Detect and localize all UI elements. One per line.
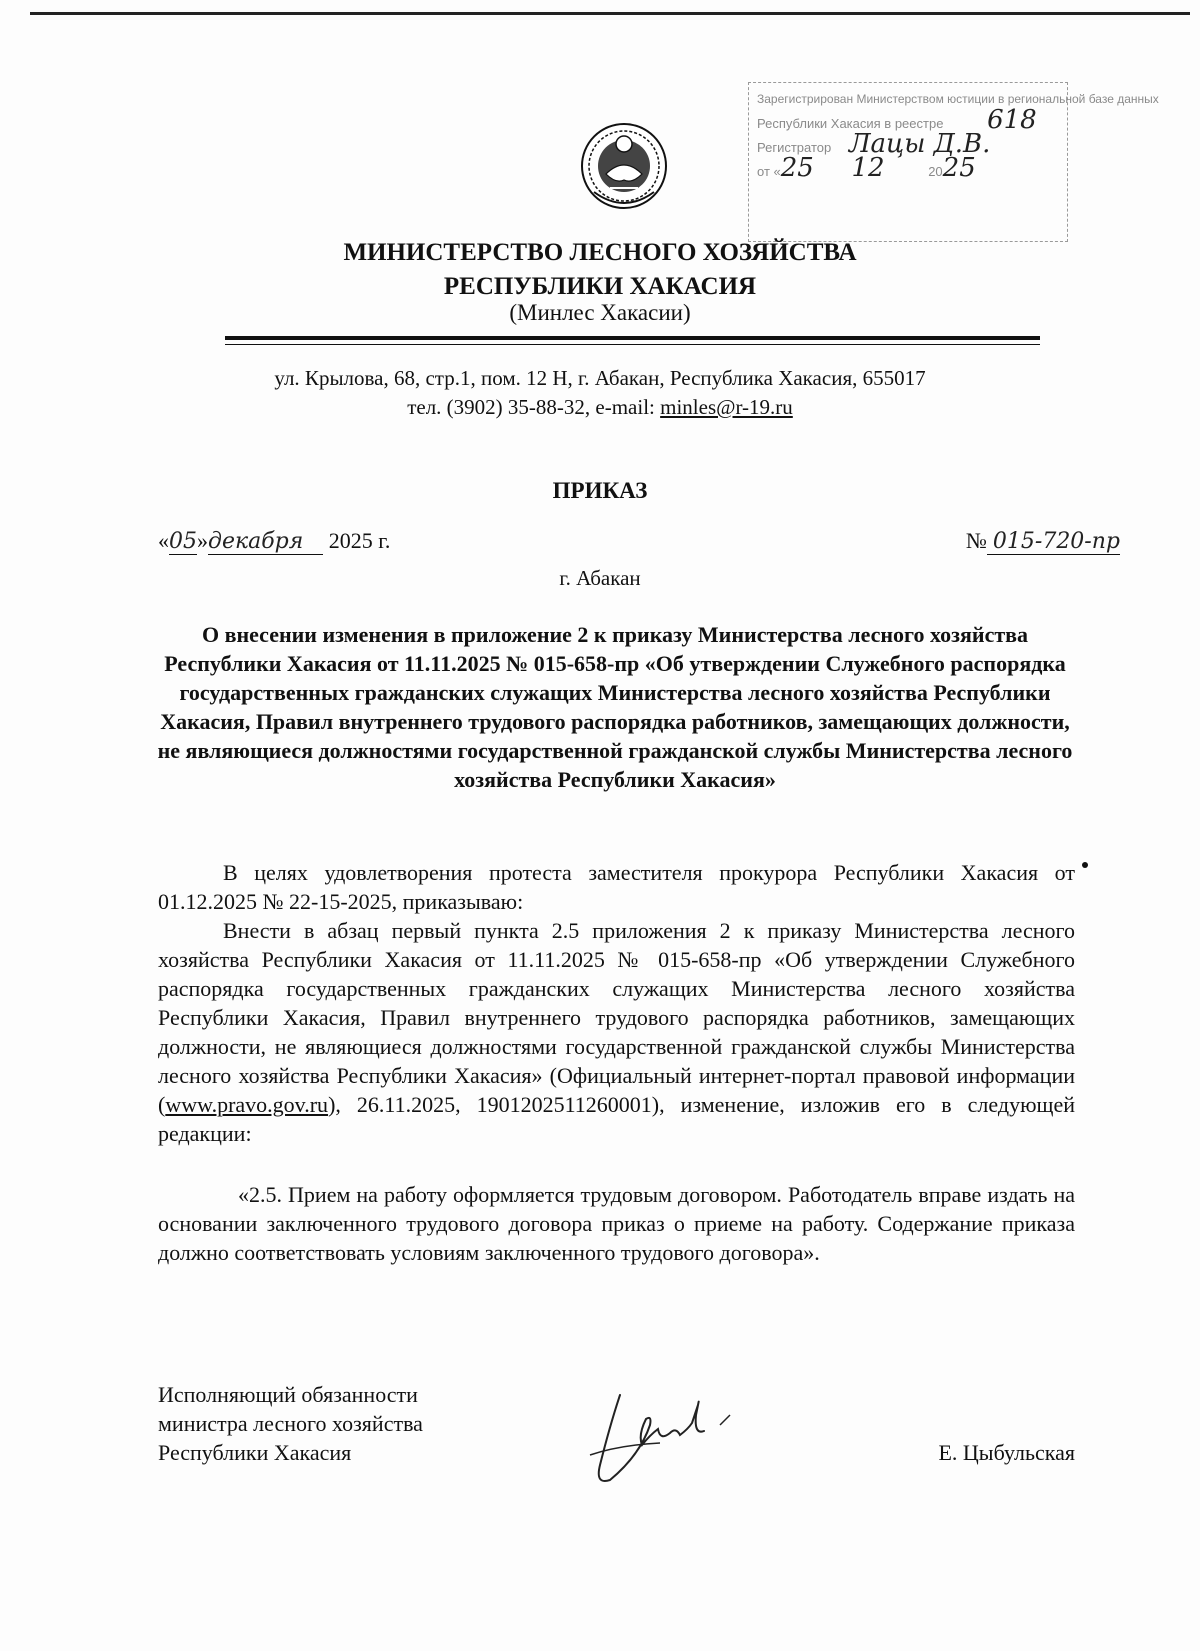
- org-short-name: (Минлес Хакасии): [509, 300, 691, 325]
- coat-of-arms-emblem: [580, 122, 668, 210]
- date-month: декабря: [208, 529, 323, 555]
- pravo-link[interactable]: www.pravo.gov.ru: [165, 1092, 329, 1117]
- phone-text: тел. (3902) 35-88-32, e-mail:: [407, 395, 661, 419]
- body-paragraph-2: [158, 916, 1075, 1148]
- position-line-2: министра лесного хозяйства: [158, 1411, 423, 1436]
- org-name: [0, 236, 1200, 304]
- stamp-registry-label: Республики Хакасия в реестре: [757, 116, 944, 131]
- stamp-month: 12: [851, 153, 885, 183]
- stamp-from-label: от «: [757, 164, 781, 179]
- signatory-position: [158, 1380, 423, 1467]
- body-paragraph-1: В целях удовлетворения протеста заместителя прокурора Республики Хакасия от 01.12.2025 № 22-15-2025, приказываю:: [158, 860, 1075, 914]
- p2-text-a: Внести в абзац первый пункта 2.5 приложения 2 к приказу Министерства лесного хозяйства Республики Хакасия от 11.11.2025 № 015-658-пр «Об утверждении Служебного распорядка государственных гражданских служащих Министерства лесного хозяйства Республики Хакасия, Правил внутреннего трудового распорядка работников, замещающих должности, не являющиеся должностями государственной гражданской службы Министерства лесного хозяйства Республики Хакасия» (Официальный интернет-портал правовой информации (: [158, 918, 1075, 1117]
- stamp-reg-number: 618: [987, 105, 1037, 135]
- stamp-day: 25: [780, 153, 814, 183]
- stamp-year: 25: [942, 153, 976, 183]
- position-line-1: Исполняющий обязанности: [158, 1382, 418, 1407]
- handwritten-signature: [580, 1385, 760, 1495]
- contact-line: [0, 393, 1200, 422]
- order-subject: О внесении изменения в приложение 2 к приказу Министерства лесного хозяйства Республики Хакасия от 11.11.2025 № 015-658-пр «Об утверждении Служебного распорядка государственных гражданских служащих Министерства лесного хозяйства Республики Хакасия, Правил внутреннего трудового распорядка работников, замещающих должности, не являющиеся должностями государственной гражданской службы Министерства лесного хозяйства Республики Хакасия»: [157, 622, 1073, 792]
- order-number: [966, 528, 1120, 554]
- header-rule-thin: [225, 344, 1040, 345]
- date-close-quote: »: [197, 528, 208, 553]
- stamp-year-prefix: 20: [928, 164, 943, 179]
- order-city: г. Абакан: [559, 566, 641, 590]
- header-rule-thick: [225, 336, 1040, 340]
- position-line-3: Республики Хакасия: [158, 1440, 352, 1465]
- stamp-registrar-name: Лацы Д.В.: [848, 129, 991, 159]
- org-address: [0, 364, 1200, 422]
- number-prefix: №: [965, 528, 987, 553]
- date-day: 05: [169, 529, 197, 554]
- org-name-line-1: МИНИСТЕРСТВО ЛЕСНОГО ХОЗЯЙСТВА: [343, 239, 857, 266]
- scan-top-border: [30, 12, 1190, 15]
- stamp-line-4: [757, 153, 1059, 183]
- date-open-quote: «: [158, 528, 169, 553]
- email-link[interactable]: minles@r-19.ru: [660, 395, 793, 419]
- address-line: ул. Крылова, 68, стр.1, пом. 12 Н, г. Абакан, Республика Хакасия, 655017: [274, 366, 926, 390]
- registration-stamp: [748, 82, 1159, 242]
- order-date: [158, 528, 390, 554]
- date-year: 2025 г.: [323, 528, 391, 553]
- scan-artifact-dot: [1082, 862, 1088, 868]
- org-name-line-2: РЕСПУБЛИКИ ХАКАСИЯ: [443, 273, 757, 300]
- stamp-line-1: Зарегистрирован Министерством юстиции в региональной базе данных: [757, 92, 1159, 106]
- signatory-name: Е. Цыбульская: [938, 1440, 1075, 1465]
- stamp-registrar-label: Регистратор: [757, 140, 832, 155]
- number-value: 015-720-пр: [987, 529, 1120, 555]
- body-paragraph-3: «2.5. Прием на работу оформляется трудовым договором. Работодатель вправе издать на основании заключенного трудового договора приказ о приеме на работу. Содержание приказа должно соответствовать условиям заключенного трудового договора».: [158, 1182, 1075, 1265]
- p2-text-b: ), 26.11.2025, 1901202511260001), изменение, изложив его в следующей редакции:: [158, 1092, 1075, 1146]
- order-title: ПРИКАЗ: [552, 478, 648, 503]
